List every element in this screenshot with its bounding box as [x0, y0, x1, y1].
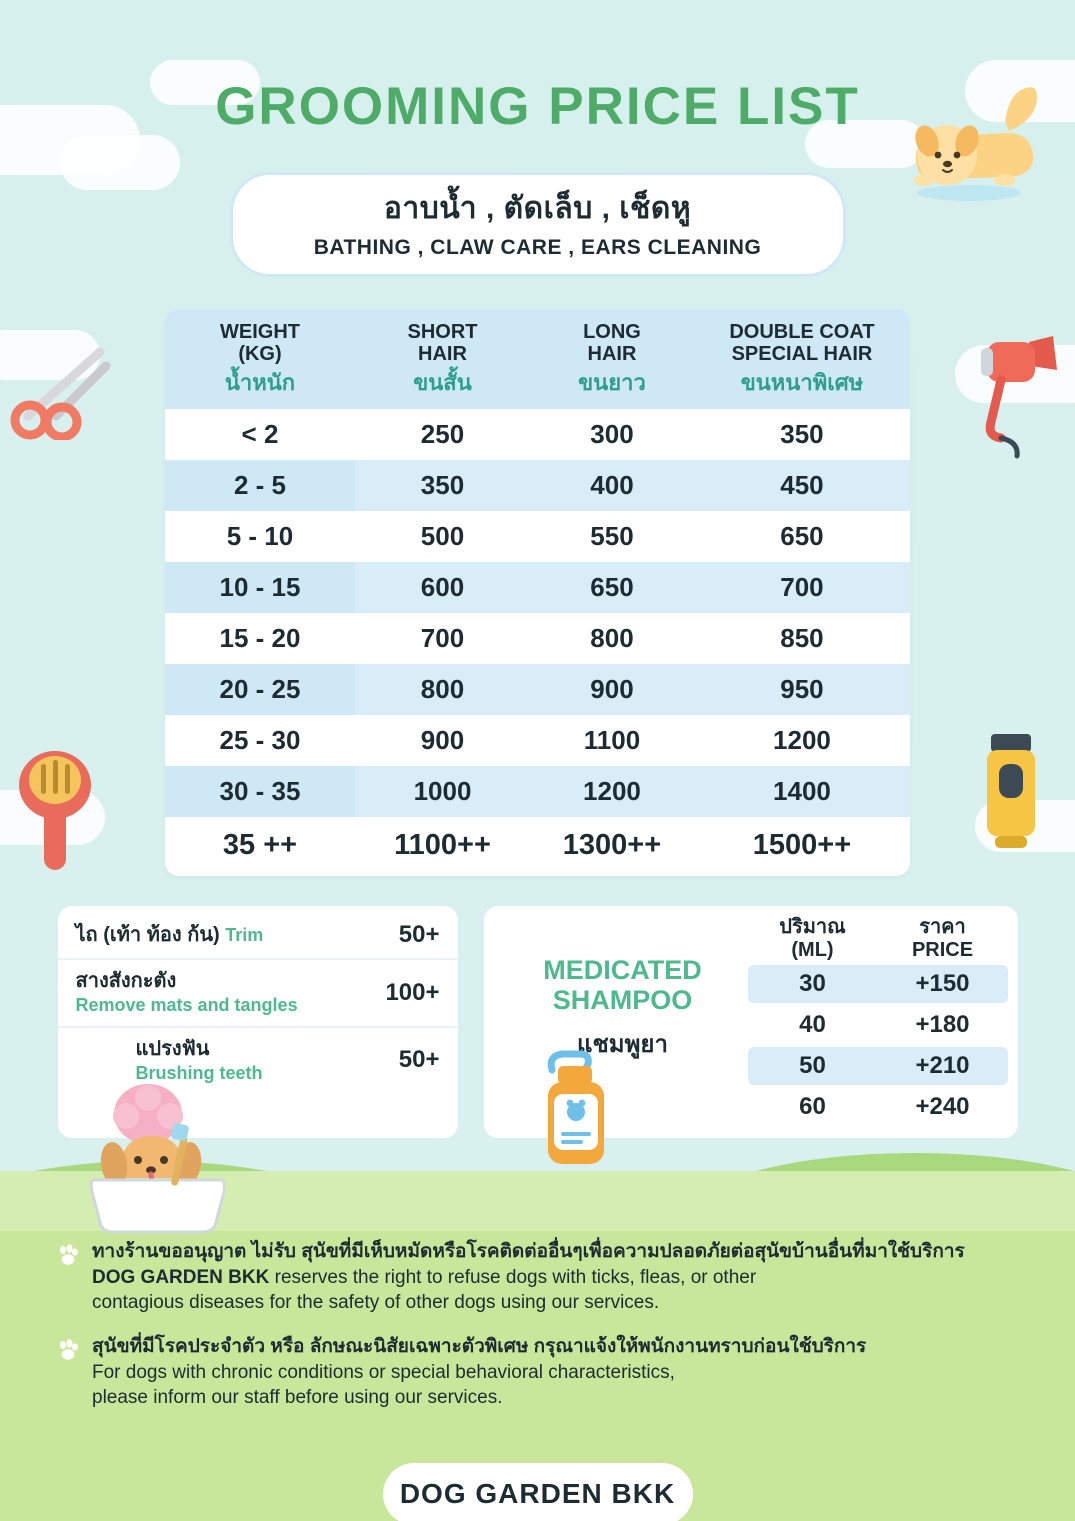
shampoo-table-header [748, 916, 1008, 962]
dog-bath-illustration [80, 1080, 300, 1255]
cell-double: 850 [780, 623, 824, 654]
header-en-line1: WEIGHT [219, 321, 300, 343]
cell-double: 700 [694, 562, 910, 613]
column-header-double-coat [694, 309, 910, 409]
shampoo-volume: 50 [799, 1052, 826, 1080]
cell-long: 1300++ [562, 829, 662, 862]
notices-section [0, 1239, 1075, 1429]
cell-weight: 35 ++ [165, 817, 355, 876]
cell-short: 900 [420, 725, 465, 756]
clipper-icon [973, 720, 1053, 865]
notice-item [48, 1239, 1027, 1316]
shampoo-header-volume-th: ปริมาณ [779, 916, 846, 939]
addon-thai-label: สางสังกะตัง [75, 970, 177, 993]
header-en-line1: DOUBLE COAT [729, 321, 875, 343]
column-header-short-hair [355, 309, 530, 409]
cell-long: 900 [530, 664, 694, 715]
cell-weight: 15 - 20 [165, 613, 355, 664]
brand-logo-text: DOG GARDEN BKK [399, 1478, 676, 1509]
addon-price: 50+ [398, 921, 440, 949]
hairdryer-icon [957, 330, 1067, 465]
header-th: ขนสั้น [413, 370, 472, 395]
table-row [165, 664, 910, 715]
shampoo-volume: 40 [799, 1011, 826, 1039]
cell-long: 650 [530, 562, 694, 613]
subtitle-english: BATHING , CLAW CARE , EARS CLEANING [313, 236, 762, 259]
addon-thai-label: แปรงฟัน [135, 1037, 210, 1060]
cell-weight: 30 - 35 [165, 766, 355, 817]
cell-weight: 2 - 5 [165, 460, 355, 511]
table-row [165, 817, 910, 876]
cell-short: 1000 [355, 766, 530, 817]
shampoo-price: +180 [915, 1011, 970, 1039]
shampoo-volume: 60 [799, 1093, 826, 1121]
cell-weight: 10 - 15 [165, 562, 355, 613]
cell-double: 1200 [773, 725, 831, 756]
notice-en-line2: contagious diseases for the safety of other dogs using our services. [92, 1292, 660, 1314]
header-en-line2: HAIR [418, 343, 467, 365]
table-row [165, 511, 910, 562]
cell-double: 1500++ [752, 829, 852, 862]
cell-weight: 20 - 25 [165, 664, 355, 715]
shampoo-row [748, 1088, 1008, 1126]
subtitle-thai: อาบน้ำ , ตัดเล็บ , เช็ดหู [383, 192, 692, 225]
cell-weight: 25 - 30 [165, 715, 355, 766]
shampoo-row [748, 1006, 1008, 1044]
table-row [165, 613, 910, 664]
shampoo-row [748, 1047, 1008, 1085]
table-row [165, 562, 910, 613]
table-row [165, 766, 910, 817]
page-title: GROOMING PRICE LIST [215, 76, 860, 136]
shampoo-row [748, 965, 1008, 1003]
shampoo-bottle-illustration [518, 1040, 628, 1185]
notice-en-line1: reserves the right to refuse dogs with ticks, fleas, or other [269, 1266, 757, 1288]
addon-en-text: Trim [225, 924, 264, 945]
shampoo-price: +240 [915, 1093, 970, 1121]
paw-icon [56, 1338, 80, 1362]
brand-logo-pill [383, 1463, 693, 1521]
brush-icon [8, 730, 118, 885]
cloud-decoration [60, 135, 180, 190]
addon-th-text: ไถ (เท้า ท้อง ก้น) [75, 923, 220, 946]
table-row [165, 460, 910, 511]
table-header-row [165, 309, 910, 409]
addon-english-label: Brushing teeth [135, 1062, 263, 1083]
header-en-line1: LONG [583, 321, 641, 343]
cell-double: 350 [780, 419, 824, 450]
header-en-line2: (KG) [238, 343, 282, 365]
header-en-line1: SHORT [407, 321, 478, 343]
addon-english-label: Remove mats and tangles [75, 995, 298, 1016]
paw-icon [56, 1243, 80, 1267]
list-item [58, 912, 458, 960]
header-th: ขนยาว [578, 370, 646, 395]
addon-thai-label [76, 923, 387, 948]
shampoo-header-volume-en: (ML) [791, 939, 834, 962]
notice-en-line1: For dogs with chronic conditions or special behavioral characteristics, [92, 1361, 675, 1383]
column-header-weight [165, 309, 355, 409]
subtitle-banner [230, 172, 846, 277]
shampoo-title-thai: แชมพูยา [577, 1030, 668, 1058]
cell-long: 1200 [530, 766, 694, 817]
column-header-long-hair [530, 309, 694, 409]
cell-long: 800 [590, 623, 634, 654]
notice-brand-name: DOG GARDEN BKK [92, 1266, 270, 1288]
table-row [165, 715, 910, 766]
price-table-container [165, 309, 910, 876]
list-item [58, 960, 458, 1028]
cell-long: 550 [590, 521, 634, 552]
addon-price: 50+ [398, 1046, 440, 1074]
cell-short: 350 [355, 460, 530, 511]
shampoo-price: +210 [915, 1052, 970, 1080]
cell-short: 600 [355, 562, 530, 613]
cell-short: 250 [420, 419, 465, 450]
cell-double: 950 [694, 664, 910, 715]
notice-english [92, 1265, 1027, 1316]
table-row [165, 409, 910, 460]
notice-thai: สุนัขที่มีโรคประจำตัว หรือ ลักษณะนิสัยเฉพาะตัวพิเศษ กรุณาแจ้งให้พนักงานทราบก่อนใช้บริการ [92, 1336, 867, 1358]
header-en-line2: SPECIAL HAIR [731, 343, 873, 365]
shampoo-header-price-en: PRICE [911, 939, 974, 962]
shampoo-header-volume [748, 916, 878, 962]
cell-short: 800 [355, 664, 530, 715]
scissors-icon [10, 330, 130, 445]
addon-price: 100+ [385, 978, 440, 1006]
cell-short: 500 [420, 521, 465, 552]
shampoo-title-line1: MEDICATED [543, 955, 702, 986]
cell-double: 650 [780, 521, 824, 552]
cell-long: 400 [530, 460, 694, 511]
cell-weight: 5 - 10 [165, 511, 355, 562]
notice-thai: ทางร้านขออนุญาต ไม่รับ สุนัขที่มีเห็บหมัดหรือโรคติดต่ออื่นๆเพื่อความปลอดภัยต่อสุนัขบ้านอื่นที่มาใช้บริการ [92, 1241, 965, 1263]
cell-long: 1100 [583, 725, 641, 756]
cell-weight: < 2 [165, 409, 355, 460]
header-en-line2: HAIR [587, 343, 637, 365]
cell-short: 1100++ [394, 829, 491, 862]
cell-long: 300 [590, 419, 634, 450]
notice-english [92, 1360, 1027, 1411]
shampoo-price: +150 [915, 970, 970, 998]
shampoo-header-price [878, 916, 1008, 962]
price-table [165, 309, 910, 876]
cell-double: 450 [694, 460, 910, 511]
shampoo-volume: 30 [799, 970, 826, 998]
shampoo-header-price-th: ราคา [919, 916, 966, 939]
notice-en-line2: please inform our staff before using our services. [92, 1387, 503, 1409]
header-th: ขนหนาพิเศษ [740, 370, 864, 395]
notice-item [48, 1334, 1027, 1411]
header-th: น้ำหนัก [224, 370, 296, 395]
cell-double: 1400 [694, 766, 910, 817]
cell-short: 700 [420, 623, 465, 654]
shampoo-title-line2: SHAMPOO [552, 984, 693, 1015]
